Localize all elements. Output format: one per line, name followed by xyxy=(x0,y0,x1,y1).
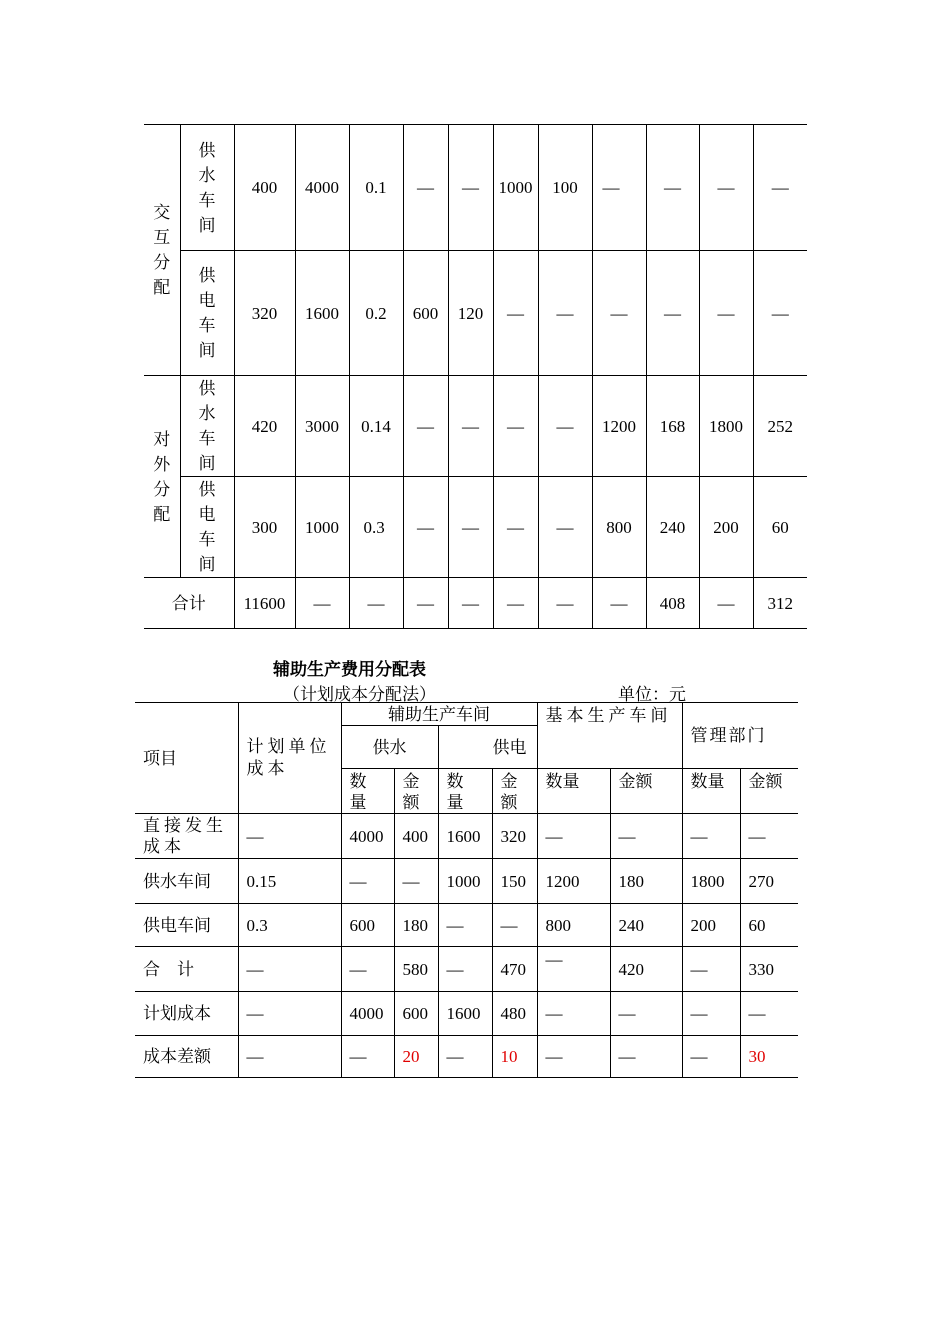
cost-variance-water: 20 xyxy=(394,1036,438,1078)
header-row xyxy=(135,703,798,726)
header-water: 供水 xyxy=(341,726,438,769)
table-cell: — xyxy=(592,125,646,251)
table-cell: — xyxy=(610,814,682,859)
table-cell: 408 xyxy=(646,578,699,629)
table-cell: — xyxy=(493,477,538,578)
table-cell: 600 xyxy=(341,904,394,947)
table-cell: — xyxy=(538,578,592,629)
table-cell: — xyxy=(394,859,438,904)
cost-variance-admin: 30 xyxy=(740,1036,798,1078)
table-cell: — xyxy=(238,992,341,1036)
table-row-total xyxy=(144,578,807,629)
table-cell: 400 xyxy=(394,814,438,859)
table-cell: — xyxy=(740,992,798,1036)
table-cell: 312 xyxy=(753,578,807,629)
table-cell: — xyxy=(610,992,682,1036)
table-cell: 180 xyxy=(394,904,438,947)
row-label: 供水车间 xyxy=(135,859,238,904)
table-cell: 1600 xyxy=(438,992,492,1036)
table-cell: — xyxy=(682,814,740,859)
table-cell: — xyxy=(403,578,448,629)
header-amount: 金额 xyxy=(492,769,537,814)
table-cell: 0.1 xyxy=(349,125,403,251)
table-cell: — xyxy=(341,1036,394,1078)
header-qty: 数量 xyxy=(438,769,492,814)
table-cell: 320 xyxy=(234,251,295,376)
table-cell: 0.15 xyxy=(238,859,341,904)
table-cell: 100 xyxy=(538,125,592,251)
table-cell: — xyxy=(438,1036,492,1078)
table-cell: — xyxy=(592,251,646,376)
header-qty: 数量 xyxy=(682,769,740,814)
header-aux: 辅助生产车间 xyxy=(341,703,537,726)
table-row xyxy=(144,251,807,376)
table-cell: 330 xyxy=(740,947,798,992)
table-cell: 420 xyxy=(610,947,682,992)
cost-distribution-table-continued xyxy=(144,124,807,629)
table-cell: 1600 xyxy=(295,251,349,376)
cost-variance-power: 10 xyxy=(492,1036,537,1078)
table-cell: — xyxy=(403,477,448,578)
table-cell: — xyxy=(448,477,493,578)
header-power: 供电 xyxy=(438,726,537,769)
group-label-interactive: 交互分配 xyxy=(144,125,180,376)
table-cell: — xyxy=(492,904,537,947)
table-row xyxy=(135,904,798,947)
table-cell: 240 xyxy=(610,904,682,947)
table-cell: — xyxy=(699,125,753,251)
table-row xyxy=(135,1036,798,1078)
table-row xyxy=(144,477,807,578)
table-cell: 300 xyxy=(234,477,295,578)
header-item: 项目 xyxy=(135,703,238,814)
table-cell: — xyxy=(537,1036,610,1078)
table-cell: — xyxy=(448,578,493,629)
header-amount: 金额 xyxy=(394,769,438,814)
row-label: 直接发生成本 xyxy=(135,814,238,859)
header-qty: 数量 xyxy=(341,769,394,814)
table-cell: 470 xyxy=(492,947,537,992)
table-subtitle: （计划成本分配法） xyxy=(283,685,436,704)
table-cell: — xyxy=(610,1036,682,1078)
table-cell: — xyxy=(341,859,394,904)
table-cell: 1800 xyxy=(699,376,753,477)
table-cell: 168 xyxy=(646,376,699,477)
table-cell: 120 xyxy=(448,251,493,376)
table-cell: — xyxy=(403,125,448,251)
table-cell: 4000 xyxy=(341,992,394,1036)
table-cell: 270 xyxy=(740,859,798,904)
header-admin: 管理部门 xyxy=(682,703,798,769)
table-cell: — xyxy=(438,904,492,947)
table-cell: 4000 xyxy=(295,125,349,251)
table-row xyxy=(144,376,807,477)
total-label: 合计 xyxy=(144,578,234,629)
auxiliary-cost-allocation-table xyxy=(135,702,798,1078)
table-cell: 600 xyxy=(394,992,438,1036)
table-cell: 580 xyxy=(394,947,438,992)
table-cell: 320 xyxy=(492,814,537,859)
table-cell: — xyxy=(493,376,538,477)
table-cell: — xyxy=(537,814,610,859)
table-cell: — xyxy=(537,992,610,1036)
table-cell: — xyxy=(238,1036,341,1078)
table-cell: — xyxy=(538,376,592,477)
table-title: 辅助生产费用分配表 xyxy=(273,660,426,680)
table-cell: 3000 xyxy=(295,376,349,477)
header-amount: 金额 xyxy=(740,769,798,814)
group-label-external: 对外分配 xyxy=(144,376,180,578)
table-cell: 800 xyxy=(537,904,610,947)
header-unit-cost: 计划单位成本 xyxy=(238,703,341,814)
table-cell: 252 xyxy=(753,376,807,477)
table-cell: 0.3 xyxy=(349,477,403,578)
table-cell: 600 xyxy=(403,251,448,376)
row-label: 成本差额 xyxy=(135,1036,238,1078)
table-cell: 1600 xyxy=(438,814,492,859)
table-cell: — xyxy=(682,992,740,1036)
header-basic: 基本生产车间 xyxy=(537,703,682,769)
table-cell: — xyxy=(682,1036,740,1078)
row-label: 计划成本 xyxy=(135,992,238,1036)
table-row xyxy=(135,814,798,859)
table-cell: — xyxy=(448,125,493,251)
dept-label: 供电车间 xyxy=(180,477,234,578)
table-cell: 0.3 xyxy=(238,904,341,947)
table-cell: 11600 xyxy=(234,578,295,629)
table-cell: — xyxy=(753,125,807,251)
header-qty: 数量 xyxy=(537,769,610,814)
table-cell: 1000 xyxy=(295,477,349,578)
table-cell: — xyxy=(592,578,646,629)
table-cell: 60 xyxy=(753,477,807,578)
table-cell: — xyxy=(238,947,341,992)
table-cell: — xyxy=(493,578,538,629)
table-row-total xyxy=(135,947,798,992)
table-cell: 1800 xyxy=(682,859,740,904)
table-cell: 180 xyxy=(610,859,682,904)
table-row xyxy=(135,859,798,904)
table-cell: 4000 xyxy=(341,814,394,859)
table-cell: 1200 xyxy=(537,859,610,904)
table-cell: 1200 xyxy=(592,376,646,477)
table-cell: 1000 xyxy=(438,859,492,904)
table-cell: — xyxy=(753,251,807,376)
table-cell: — xyxy=(538,477,592,578)
table-cell: 800 xyxy=(592,477,646,578)
table-cell: 240 xyxy=(646,477,699,578)
table-row xyxy=(135,992,798,1036)
table-cell: — xyxy=(646,251,699,376)
table-cell: — xyxy=(682,947,740,992)
table-cell: — xyxy=(646,125,699,251)
table-row xyxy=(144,125,807,251)
row-label: 合 计 xyxy=(135,947,238,992)
table-cell: — xyxy=(349,578,403,629)
row-label: 供电车间 xyxy=(135,904,238,947)
table-cell: 150 xyxy=(492,859,537,904)
header-amount: 金额 xyxy=(610,769,682,814)
table-cell: — xyxy=(295,578,349,629)
table-cell: 420 xyxy=(234,376,295,477)
table-cell: — xyxy=(341,947,394,992)
table-cell: — xyxy=(538,251,592,376)
table-cell: — xyxy=(438,947,492,992)
table-cell: 0.2 xyxy=(349,251,403,376)
table-cell: 400 xyxy=(234,125,295,251)
table-cell: — xyxy=(740,814,798,859)
dept-label: 供水车间 xyxy=(180,125,234,251)
table-cell: — xyxy=(537,947,610,992)
table-cell: 0.14 xyxy=(349,376,403,477)
dept-label: 供水车间 xyxy=(180,376,234,477)
table-cell: — xyxy=(403,376,448,477)
table-cell: — xyxy=(493,251,538,376)
table-cell: 60 xyxy=(740,904,798,947)
table-cell: 200 xyxy=(682,904,740,947)
table-cell: 200 xyxy=(699,477,753,578)
table-cell: — xyxy=(699,251,753,376)
table-cell: 1000 xyxy=(493,125,538,251)
table-cell: — xyxy=(238,814,341,859)
table-cell: 480 xyxy=(492,992,537,1036)
dept-label: 供电车间 xyxy=(180,251,234,376)
unit-label: 单位：元 xyxy=(618,685,686,704)
table-cell: — xyxy=(448,376,493,477)
table-cell: — xyxy=(699,578,753,629)
